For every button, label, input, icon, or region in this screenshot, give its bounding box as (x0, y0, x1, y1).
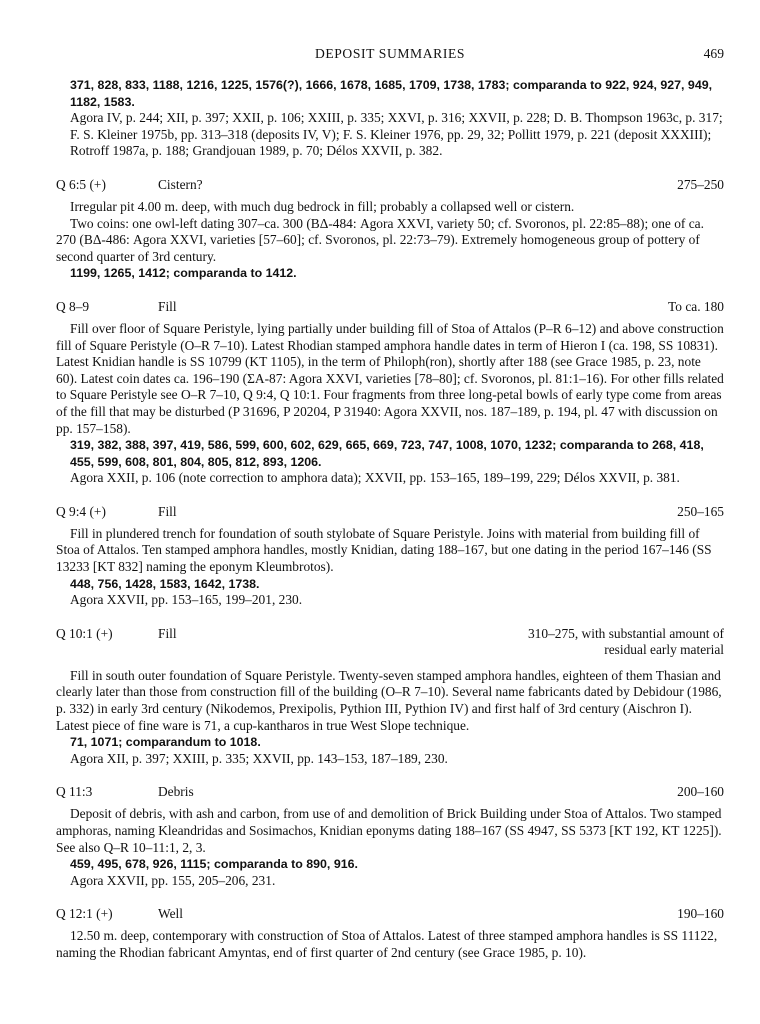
deposit-type: Fill (158, 503, 177, 519)
deposit-heading (56, 906, 724, 924)
deposit-description: Two coins: one owl-left dating 307–ca. 300 (BΔ-484: Agora XXVI, variety 50; cf. Svoronos, pl. 22:85–88); one of ca. 270 (BΔ-486: Agora XXVI, varieties [57–60]; cf. Svoronos, pl. 22:73–79). Extremely homogeneous group of pottery of second quarter of 3rd century. (56, 215, 704, 264)
deposit-heading (56, 177, 724, 195)
deposit-description: Fill over floor of Square Peristyle, lying partially under building fill of Stoa of Attalos (P–R 6–12) and above construction fill of Square Peristyle (O–R 7–10). Latest Rhodian stamped amphora handle dates in term of Hieron I (ca. 198, SS 10831). Latest Knidian handle is SS 10799 (KT 1105), in the term of Philoph(ron), shortly after 188 (see Grace 1985, p. 23, note 60). Latest coin dates ca. 196–190 (ΣA-87: Agora XXVI, varieties [78–80]; cf. Svoronos, pl. 81:1–16). For other fills related to Square Peristyle see O–R 7–10, Q 9:4, Q 10:1. Four fragments from three long-petal bowls of early type come from areas of the fill that may be disturbed (P 31696, P 20204, P 31940: Agora XXVII, nos. 187–189, p. 194, pl. 47 with discussion on pp. 157–158). (56, 320, 724, 436)
deposit-date (677, 177, 724, 194)
deposit-list (56, 177, 724, 962)
catalog-list: 371, 828, 833, 1188, 1216, 1225, 1576(?), 1666, 1678, 1685, 1709, 1738, 1783; comparanda to 922, 924, 927, 949, 1182, 1583. (70, 78, 713, 109)
deposit-description: Fill in south outer foundation of Square Peristyle. Twenty-seven stamped amphora handles, eighteen of them Thasian and clearly later than those from construction fill of the building (O–R 7–10). Several name fabricants dated by Debidour (1986, p. 332) in early 3rd century (Nikodemos, Prexipolis, Pythion III, Pythion IV) and first half of 3rd century (Aischron I). Latest piece of fine ware is 71, a cup-kantharos in true West Slope technique. (56, 667, 722, 733)
deposit-date-line: 275–250 (677, 176, 724, 192)
deposit-date (677, 906, 724, 923)
deposit-description: Irregular pit 4.00 m. deep, with much dug bedrock in fill; probably a collapsed well or cistern. (70, 198, 575, 214)
deposit-entry (56, 626, 724, 768)
deposit-heading (56, 504, 724, 522)
deposit-type: Fill (158, 625, 177, 641)
bibliography: Agora IV, p. 244; XII, p. 397; XXII, p. 106; XXIII, p. 335; XXVI, p. 316; XXVII, p. 228; D. B. Thompson 1963c, p. 317; F. S. Kleiner 1975b, pp. 313–318 (deposits IV, V); F. S. Kleiner 1976, pp. 29, 32; Pollitt 1979, p. 221 (deposit XXXIII); Rotroff 1987a, p. 188; Grandjouan 1989, p. 70; Délos XXVII, p. 382. (70, 110, 723, 159)
deposit-date-line-2: residual early material (604, 642, 724, 658)
bibliography: Agora XXII, p. 106 (note correction to amphora data); XXVII, pp. 153–165, 189–199, 229; Délos XXVII, p. 381. (70, 470, 680, 486)
deposit-date-line: 200–160 (677, 784, 724, 800)
bibliography: Agora XXVII, pp. 153–165, 199–201, 230. (70, 592, 303, 608)
deposit-description: Deposit of debris, with ash and carbon, from use of and demolition of Brick Building under Stoa of Attalos. Two stamped amphoras, naming Kleandridas and Sosimachos, Knidian eponyms dating 188–167 (SS 4947, SS 5373 [KT 192, KT 1225]). See also Q–R 10–11:1, 2, 3. (56, 806, 722, 855)
deposit-description: Fill in plundered trench for foundation of south stylobate of Square Peristyle. Joins with material from building fill of Stoa of Attalos. Ten stamped amphora handles, mostly Knidian, dating 188–167, but one dating in the period 167–146 (SS 13233 [KT 832] naming the eponym Kleumbrotos). (56, 525, 712, 575)
deposit-heading (56, 626, 724, 664)
deposit-id: Q 12:1 (+) (56, 906, 113, 922)
deposit-date-line: To ca. 180 (668, 298, 724, 314)
catalog-list: 319, 382, 388, 397, 419, 586, 599, 600, 602, 629, 665, 669, 723, 747, 1008, 1070, 1232; comparanda to 268, 418, 455, 599, 608, 801, 804, 805, 812, 893, 1206. (70, 438, 704, 469)
deposit-id: Q 8–9 (56, 298, 90, 314)
page-number: 469 (703, 46, 724, 61)
deposit-entry (56, 504, 724, 609)
deposit-date (528, 626, 724, 659)
catalog-list: 1199, 1265, 1412; comparanda to 1412. (70, 266, 297, 281)
deposit-entry (56, 177, 724, 282)
deposit-id: Q 9:4 (+) (56, 503, 106, 519)
deposit-type: Debris (158, 784, 194, 800)
deposit-entry (56, 784, 724, 889)
deposit-entry (56, 299, 724, 487)
deposit-date (677, 784, 724, 801)
deposit-type: Fill (158, 298, 177, 314)
deposit-date (677, 504, 724, 521)
running-title: DEPOSIT SUMMARIES (314, 46, 466, 61)
deposit-date-line: 190–160 (677, 906, 724, 922)
deposit-type: Well (158, 906, 183, 922)
deposit-description: 12.50 m. deep, contemporary with construction of Stoa of Attalos. Latest of three stamped amphora handles is SS 11122, naming the Rhodian fabricant Amyntas, end of first quarter of 2nd century (see Grace 1985, p. 10). (56, 928, 718, 960)
deposit-heading (56, 784, 724, 802)
deposit-heading (56, 299, 724, 317)
catalog-list: 459, 495, 678, 926, 1115; comparanda to 890, 916. (70, 857, 358, 872)
deposit-date-line: 310–275, with substantial amount of (527, 625, 724, 641)
bibliography: Agora XXVII, pp. 155, 205–206, 231. (70, 872, 276, 888)
deposit-id: Q 10:1 (+) (56, 625, 113, 641)
deposit-entry (56, 906, 724, 961)
deposit-id: Q 11:3 (56, 784, 93, 800)
running-header (56, 46, 724, 66)
deposit-type: Cistern? (158, 176, 203, 192)
deposit-id: Q 6:5 (+) (56, 176, 106, 192)
deposit-date-line: 250–165 (677, 503, 724, 519)
deposit-date (668, 299, 724, 316)
catalog-list: 448, 756, 1428, 1583, 1642, 1738. (70, 576, 260, 591)
catalog-list: 71, 1071; comparandum to 1018. (70, 735, 261, 750)
bibliography: Agora XII, p. 397; XXIII, p. 335; XXVII, pp. 143–153, 187–189, 230. (70, 750, 448, 766)
